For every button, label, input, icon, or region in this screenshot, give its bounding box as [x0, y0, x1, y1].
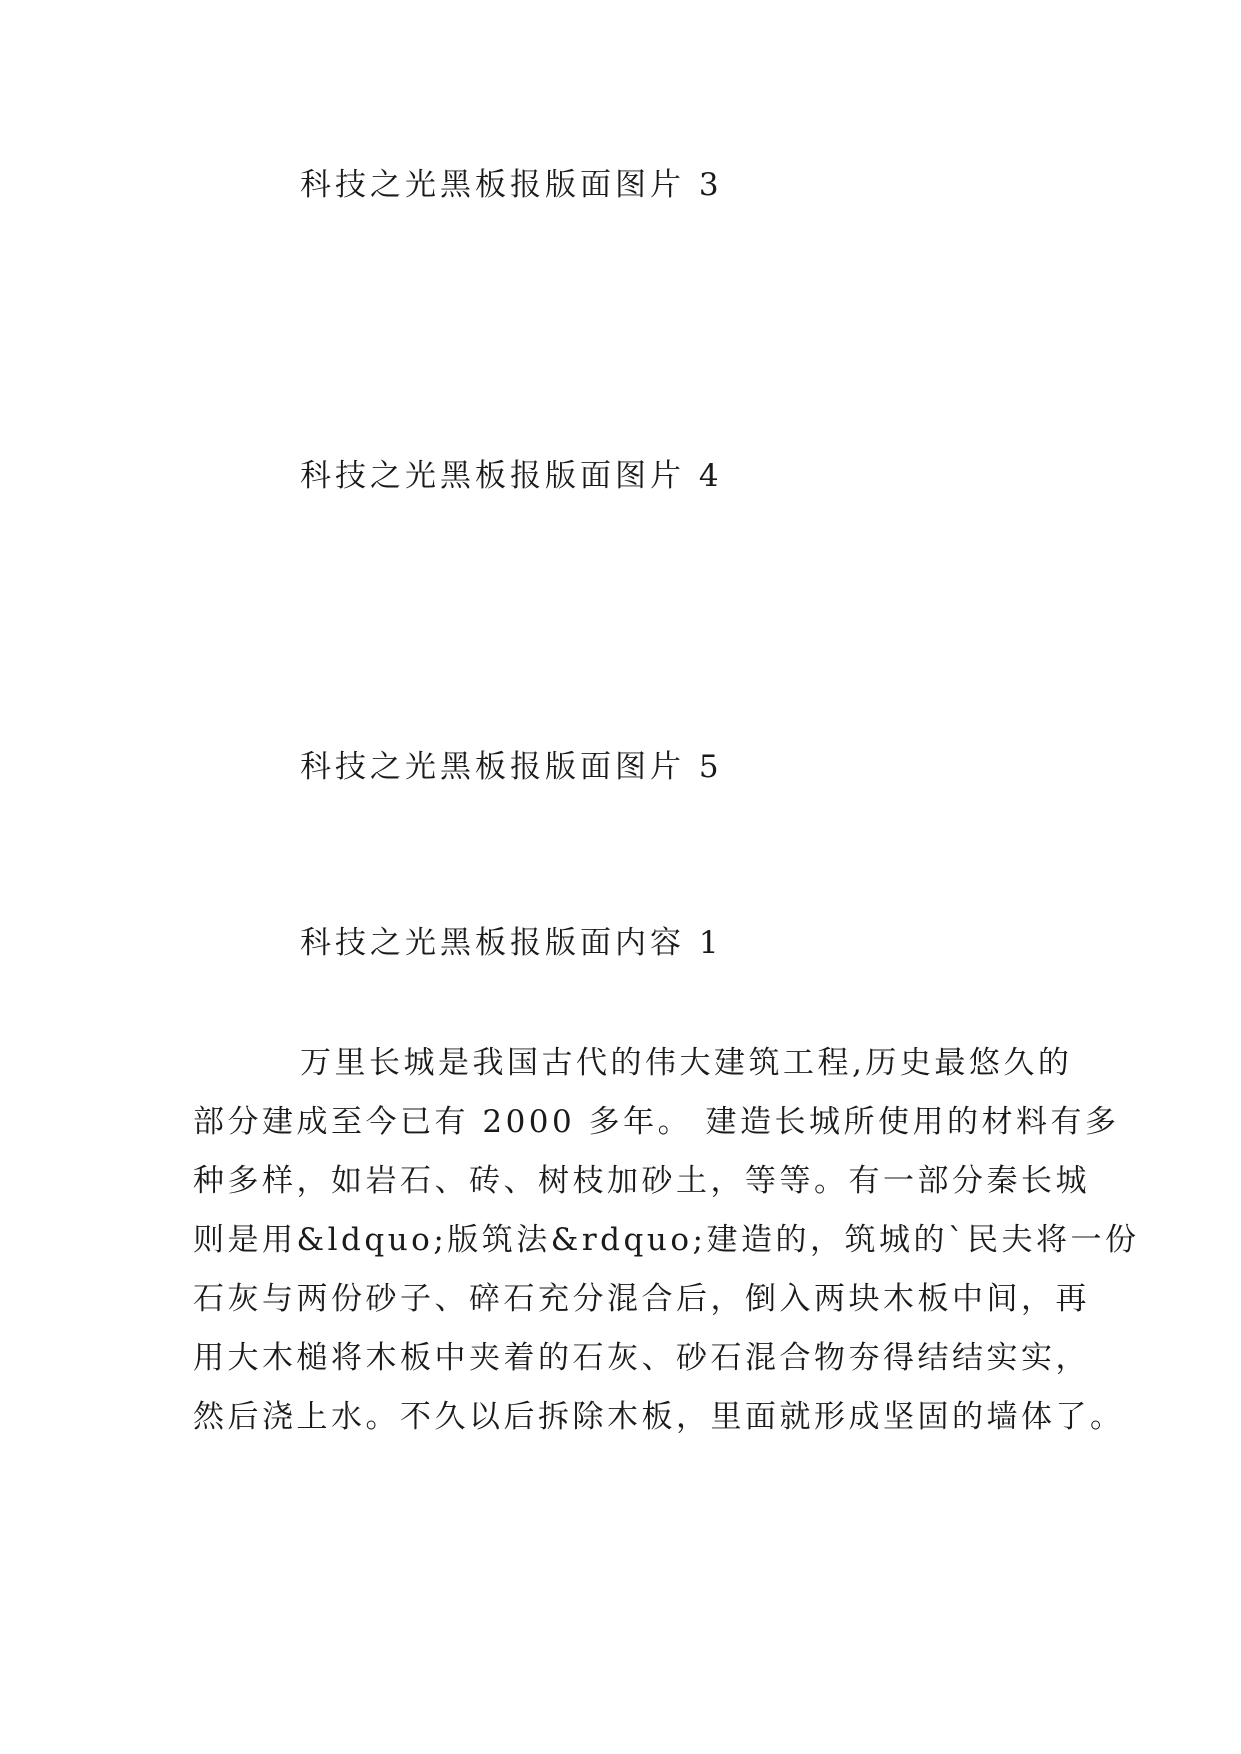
heading-content-1: 科技之光黑板报版面内容 1 [300, 925, 723, 961]
heading-image-5: 科技之光黑板报版面图片 5 [300, 749, 723, 785]
body-paragraph [193, 1034, 1140, 1447]
paragraph-line: 则是用&ldquo;版筑法&rdquo;建造的，筑城的`民夫将一份 [193, 1222, 1140, 1258]
paragraph-line: 万里长城是我国古代的伟大建筑工程,历史最悠久的 [300, 1045, 1073, 1081]
heading-image-3: 科技之光黑板报版面图片 3 [300, 167, 723, 203]
paragraph-line: 然后浇上水。不久以后拆除木板，里面就形成坚固的墙体了。 [193, 1399, 1125, 1435]
paragraph-line: 部分建成至今已有 2000 多年。 建造长城所使用的材料有多 [193, 1104, 1120, 1140]
paragraph-line: 用大木槌将木板中夹着的石灰、砂石混合物夯得结结实实， [193, 1340, 1090, 1376]
paragraph-line: 石灰与两份砂子、碎石充分混合后，倒入两块木板中间，再 [193, 1281, 1090, 1317]
heading-image-4: 科技之光黑板报版面图片 4 [300, 458, 723, 494]
paragraph-line: 种多样，如岩石、砖、树枝加砂土，等等。有一部分秦长城 [193, 1163, 1090, 1199]
